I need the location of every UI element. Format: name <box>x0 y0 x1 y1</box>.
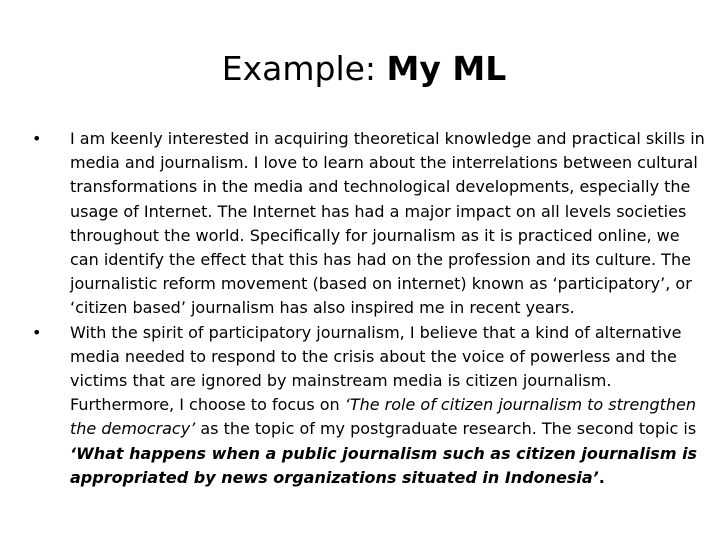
bullet-marker-icon: • <box>32 322 42 342</box>
title-prefix: Example: <box>221 49 387 88</box>
bullet-text-1: I am keenly interested in acquiring theoretical knowledge and practical skills in media and journalism. I love to learn about the interrelations between cultural transformations in the media and technological developments, especially the usage of Internet. The Internet has had a major impact on all levels societies throughout the world. Specifically for journalism as it is practiced online, we can identify the effect that this has had on the profession and its culture. The journalistic reform movement (based on internet) known as ‘participatory’, or ‘citizen based’ journalism has also inspired me in recent years. <box>70 129 705 318</box>
bullet-item-1 <box>32 127 712 321</box>
bullet-text-2 <box>70 321 712 490</box>
bullet-marker-icon: • <box>32 129 42 148</box>
bullet-list <box>32 127 712 490</box>
bullet-2-end: . <box>598 467 605 487</box>
title-bold: My ML <box>386 49 507 88</box>
slide-title <box>0 46 728 92</box>
bullet-2-part-2: as the topic of my postgraduate research. The second topic is <box>195 419 697 439</box>
bullet-item-2 <box>32 321 712 490</box>
bullet-2-part-1: With the spirit of participatory journalism, I believe that a kind of alternative media needed to respond to the crisis about the voice of powerless and the victims that are ignored by mainstream media is citizen journalism. Furthermore, I choose to focus on <box>70 322 682 415</box>
bullet-2-italic-1: ‘The role of citizen journalism to strengthen the democracy’ <box>70 395 697 439</box>
bullet-2-italic-bold-2: ‘What happens when a public journalism such as citizen journalism is appropriated by news organizations situated in Indonesia’ <box>70 443 698 487</box>
